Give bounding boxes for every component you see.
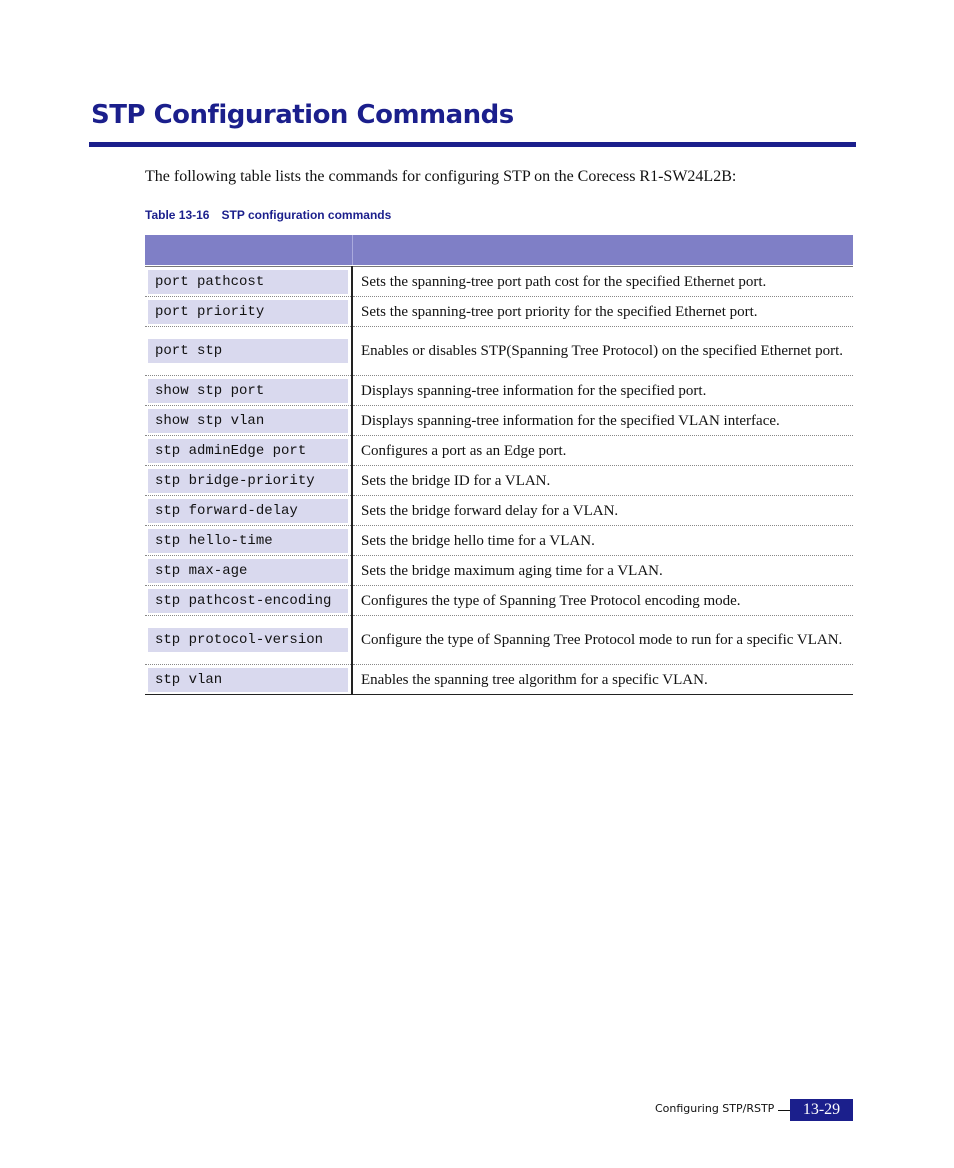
command-cell [145, 526, 352, 556]
command-cell [145, 616, 352, 665]
table-row [145, 496, 853, 526]
description-cell: Displays spanning-tree information for the specified port. [352, 376, 853, 406]
command-cell [145, 496, 352, 526]
description-cell: Sets the bridge hello time for a VLAN. [352, 526, 853, 556]
command-cell [145, 436, 352, 466]
command-cell [145, 297, 352, 327]
table-caption-title: STP configuration commands [221, 208, 392, 222]
table-row [145, 267, 853, 297]
description-cell: Enables the spanning tree algorithm for a specific VLAN. [352, 665, 853, 695]
table-row [145, 616, 853, 665]
command-text: stp vlan [148, 668, 348, 692]
table-row [145, 526, 853, 556]
command-cell [145, 466, 352, 496]
command-text: stp pathcost-encoding [148, 589, 348, 613]
description-cell: Configures the type of Spanning Tree Protocol encoding mode. [352, 586, 853, 616]
command-text: port pathcost [148, 270, 348, 294]
table-row [145, 297, 853, 327]
page-number-badge: 13-29 [790, 1099, 853, 1121]
description-cell: Sets the spanning-tree port priority for the specified Ethernet port. [352, 297, 853, 327]
title-rule [89, 142, 856, 147]
footer-divider [778, 1110, 790, 1111]
command-cell [145, 376, 352, 406]
description-cell: Sets the bridge ID for a VLAN. [352, 466, 853, 496]
command-cell [145, 665, 352, 695]
table-row [145, 556, 853, 586]
command-text: stp forward-delay [148, 499, 348, 523]
command-text: port stp [148, 339, 348, 363]
table-row [145, 436, 853, 466]
header-cell-command [145, 235, 352, 265]
command-cell [145, 327, 352, 376]
stp-commands-table [145, 235, 853, 695]
command-text: stp max-age [148, 559, 348, 583]
table-row [145, 466, 853, 496]
description-cell: Enables or disables STP(Spanning Tree Protocol) on the specified Ethernet port. [352, 327, 853, 376]
header-cell-description [352, 235, 853, 265]
table-caption [145, 208, 391, 222]
footer-section-title: Configuring STP/RSTP [655, 1102, 775, 1115]
command-text: show stp port [148, 379, 348, 403]
description-cell: Sets the spanning-tree port path cost for the specified Ethernet port. [352, 267, 853, 297]
description-cell: Configure the type of Spanning Tree Protocol mode to run for a specific VLAN. [352, 616, 853, 665]
table-row [145, 665, 853, 695]
table-row [145, 376, 853, 406]
command-text: port priority [148, 300, 348, 324]
command-text: stp bridge-priority [148, 469, 348, 493]
intro-paragraph: The following table lists the commands for configuring STP on the Corecess R1-SW24L2B: [145, 168, 737, 185]
table-header-row [145, 235, 853, 265]
command-text: show stp vlan [148, 409, 348, 433]
command-text: stp protocol-version [148, 628, 348, 652]
command-cell [145, 406, 352, 436]
table-row [145, 327, 853, 376]
command-text: stp adminEdge port [148, 439, 348, 463]
table-caption-number: Table 13-16 [145, 208, 210, 222]
command-cell [145, 267, 352, 297]
description-cell: Displays spanning-tree information for the specified VLAN interface. [352, 406, 853, 436]
table-row [145, 586, 853, 616]
table-row [145, 406, 853, 436]
command-cell [145, 556, 352, 586]
page-title: STP Configuration Commands [91, 100, 514, 130]
command-text: stp hello-time [148, 529, 348, 553]
command-cell [145, 586, 352, 616]
description-cell: Configures a port as an Edge port. [352, 436, 853, 466]
description-cell: Sets the bridge maximum aging time for a VLAN. [352, 556, 853, 586]
description-cell: Sets the bridge forward delay for a VLAN. [352, 496, 853, 526]
